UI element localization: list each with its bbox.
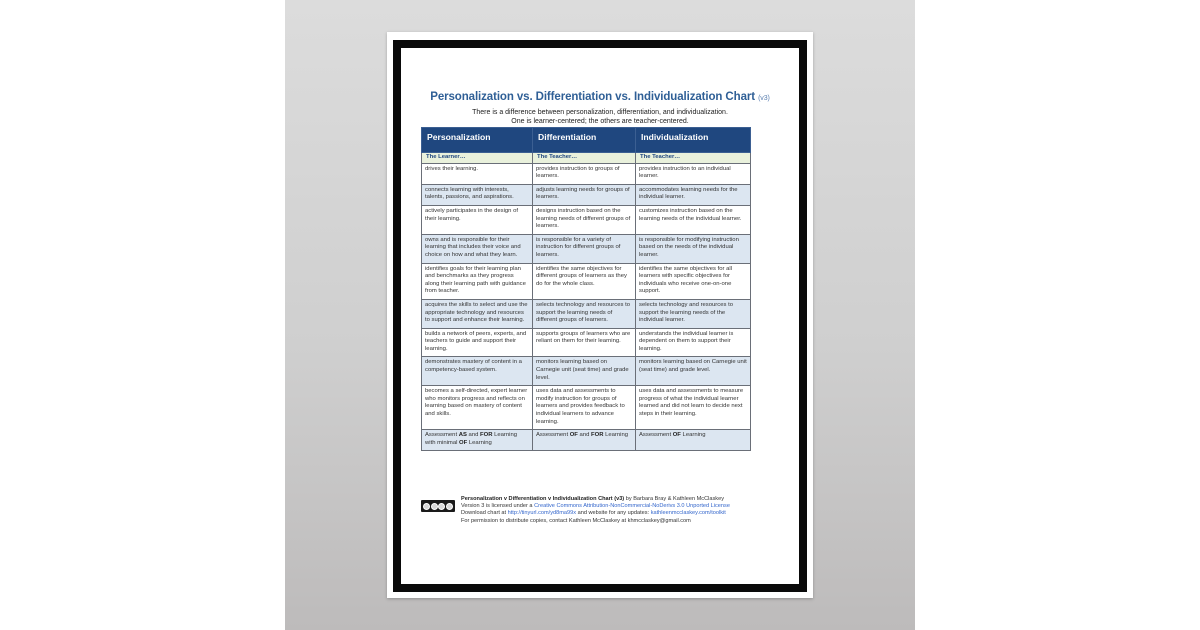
- assessment-row: [422, 430, 751, 451]
- table-row: [422, 205, 751, 234]
- table-cell: adjusts learning needs for groups of learners.: [533, 184, 636, 205]
- subtitle-line: One is learner-centered; the others are teacher-centered.: [511, 118, 689, 125]
- subheader-cell: The Teacher…: [636, 153, 751, 164]
- table-cell: acquires the skills to select and use the appropriate technology and resources to support and enhance their learning.: [422, 299, 533, 328]
- table-cell: provides instruction to groups of learners.: [533, 163, 636, 184]
- table-cell: identifies the same objectives for different groups of learners as they do for the whole class.: [533, 263, 636, 299]
- table-cell: drives their learning.: [422, 163, 533, 184]
- assessment-individualization: Assessment OF Learning: [636, 430, 751, 451]
- poster-subtitle: [387, 108, 813, 126]
- assessment-personalization: Assessment AS and FOR Learning with minimal OF Learning: [422, 430, 533, 451]
- table-row: [422, 357, 751, 386]
- table-row: [422, 263, 751, 299]
- table-cell: is responsible for modifying instruction based on the needs of the individual learner.: [636, 234, 751, 263]
- table-cell: uses data and assessments to measure progress of what the individual learner learned and did not learn to decide next steps in their learning.: [636, 386, 751, 430]
- table-row: [422, 386, 751, 430]
- comparison-table: [421, 127, 751, 451]
- table-cell: demonstrates mastery of content in a competency-based system.: [422, 357, 533, 386]
- table-cell: uses data and assessments to modify instruction for groups of learners and provides feedback to individual learners to advance learning.: [533, 386, 636, 430]
- table-cell: monitors learning based on Carnegie unit (seat time) and grade level.: [533, 357, 636, 386]
- table-row: [422, 299, 751, 328]
- header-row: [422, 128, 751, 153]
- subtitle-line: There is a difference between personalization, differentiation, and individualization.: [472, 109, 728, 116]
- table-row: [422, 328, 751, 357]
- download-link[interactable]: http://tinyurl.com/yd8ma99x: [507, 510, 577, 517]
- table-cell: identifies the same objectives for all learners with specific objectives for individuals who receive one-on-one support.: [636, 263, 751, 299]
- subheader-cell: The Teacher…: [533, 153, 636, 164]
- license-link[interactable]: Creative Commons Attribution-NonCommercial-NoDerivs 3.0 Unported License: [534, 503, 730, 510]
- poster-paper: [387, 32, 813, 598]
- table-cell: actively participates in the design of their learning.: [422, 205, 533, 234]
- table-cell: supports groups of learners who are reliant on them for their learning.: [533, 328, 636, 357]
- subheader-cell: The Learner…: [422, 153, 533, 164]
- table-cell: connects learning with interests, talents, passions, and aspirations.: [422, 184, 533, 205]
- table-cell: is responsible for a variety of instruction for different groups of learners.: [533, 234, 636, 263]
- table-cell: selects technology and resources to support the learning needs of different groups of learners.: [533, 299, 636, 328]
- header-individualization: Individualization: [636, 128, 751, 153]
- table-cell: customizes instruction based on the learning needs of the individual learner.: [636, 205, 751, 234]
- table-cell: builds a network of peers, experts, and teachers to guide and support their learning.: [422, 328, 533, 357]
- table-cell: monitors learning based on Carnegie unit (seat time) and grade level.: [636, 357, 751, 386]
- table-cell: accommodates learning needs for the individual learner.: [636, 184, 751, 205]
- version-label: (v3): [758, 95, 770, 102]
- subheader-row: [422, 153, 751, 164]
- assessment-differentiation: Assessment OF and FOR Learning: [533, 430, 636, 451]
- creative-commons-icon: [421, 500, 455, 512]
- table-row: [422, 184, 751, 205]
- header-differentiation: Differentiation: [533, 128, 636, 153]
- poster-title: [387, 91, 813, 103]
- footer-text: Personalization v Differentiation v Individualization Chart (v3) by Barbara Bray & Kathleen McClaskey Version 3 is licensed under a Creative Commons Attribution-NonCommercial-NoDerivs 3.0 Unported License Download chart at http://tinyurl.com/yd8ma99x and website for any updates: kathleenmcclaskey.com/toolkit For permission to distribute copies, contact Kathleen McClaskey at khmcclaskey@gmail.com: [461, 496, 730, 524]
- table-row: [422, 163, 751, 184]
- table-row: [422, 234, 751, 263]
- poster-footer: [421, 496, 761, 525]
- table-cell: identifies goals for their learning plan and benchmarks as they progress along their learning path with guidance from teacher.: [422, 263, 533, 299]
- table-cell: selects technology and resources to support the learning needs of the individual learner.: [636, 299, 751, 328]
- table-cell: becomes a self-directed, expert learner who monitors progress and reflects on learning based on mastery of content and skills.: [422, 386, 533, 430]
- permission-text: For permission to distribute copies, contact Kathleen McClaskey at khmcclaskey@gmail.com: [461, 517, 691, 524]
- table-cell: owns and is responsible for their learning that includes their voice and choice on how and what they learn.: [422, 234, 533, 263]
- table-cell: understands the individual learner is dependent on them to support their learning.: [636, 328, 751, 357]
- table-cell: provides instruction to an individual learner.: [636, 163, 751, 184]
- title-text: Personalization vs. Differentiation vs. Individualization Chart: [430, 91, 755, 103]
- table-cell: designs instruction based on the learning needs of different groups of learners.: [533, 205, 636, 234]
- header-personalization: Personalization: [422, 128, 533, 153]
- website-link[interactable]: kathleenmcclaskey.com/toolkit: [650, 510, 726, 517]
